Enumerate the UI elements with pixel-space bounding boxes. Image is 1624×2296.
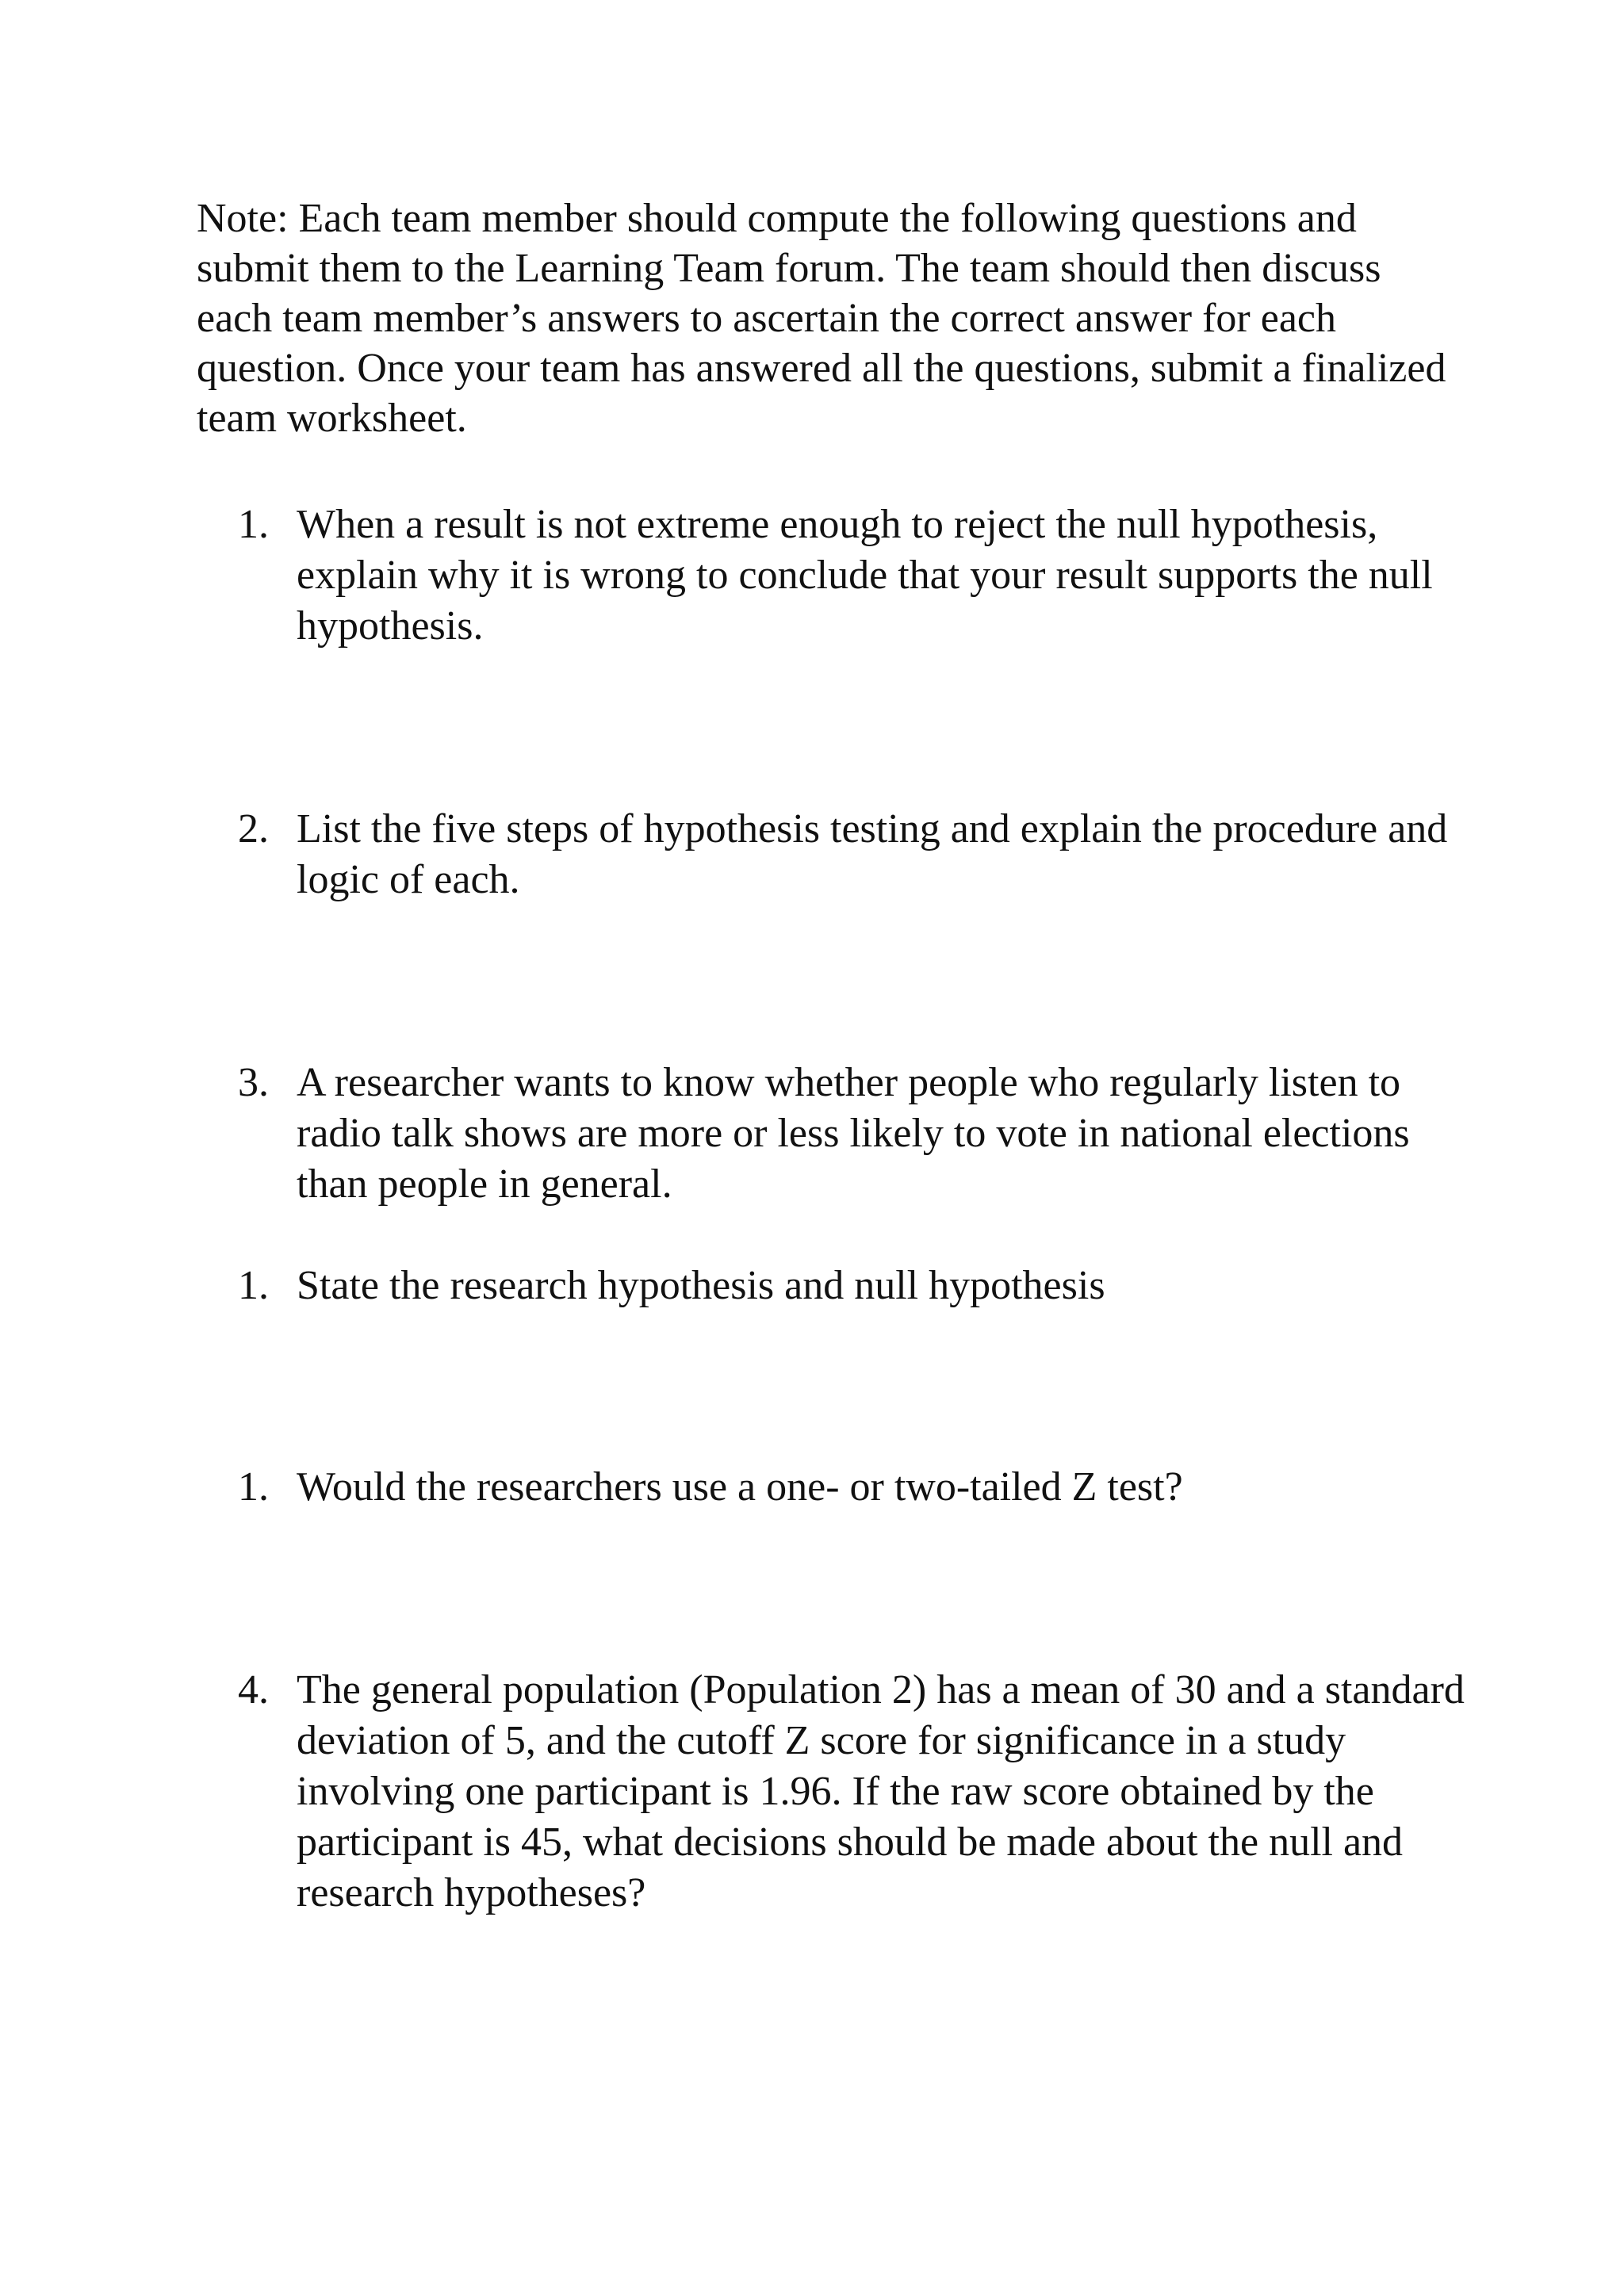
question-text: When a result is not extreme enough to reject the null hypothesis, explain why it is wrong to conclude that your result supports the null hypothesis.	[297, 502, 1433, 649]
question-1	[238, 499, 1475, 652]
question-number: 1.	[238, 1263, 269, 1308]
question-2	[238, 804, 1475, 905]
instructions-note: Note: Each team member should compute the following questions and submit them to the Learning Team forum. The team should then discuss each team member’s answers to ascertain the correct answer for each question. Once your team has answered all the questions, submit a finalized team worksheet.	[197, 196, 1446, 441]
question-text: The general population (Population 2) has a mean of 30 and a standard deviation of 5, and the cutoff Z score for significance in a study involving one participant is 1.96. If the raw score obtained by the participant is 45, what decisions should be made about the null and research hypotheses?	[297, 1667, 1465, 1915]
question-text: List the five steps of hypothesis testing and explain the procedure and logic of each.	[297, 806, 1448, 902]
question-number: 1.	[238, 1464, 269, 1510]
question-number: 1.	[238, 502, 269, 547]
question-number: 2.	[238, 806, 269, 851]
question-number: 3.	[238, 1060, 269, 1105]
question-4	[238, 1665, 1475, 1919]
question-text: A researcher wants to know whether people who regularly listen to radio talk shows are more or less likely to vote in national elections than people in general.	[297, 1060, 1410, 1207]
question-number: 4.	[238, 1667, 269, 1712]
question-text: Would the researchers use a one- or two-tailed Z test?	[297, 1464, 1183, 1510]
question-text: State the research hypothesis and null hypothesis	[297, 1263, 1105, 1308]
question-3-part-b	[238, 1462, 1475, 1513]
question-3	[238, 1058, 1475, 1210]
question-3-part-a	[238, 1261, 1475, 1311]
